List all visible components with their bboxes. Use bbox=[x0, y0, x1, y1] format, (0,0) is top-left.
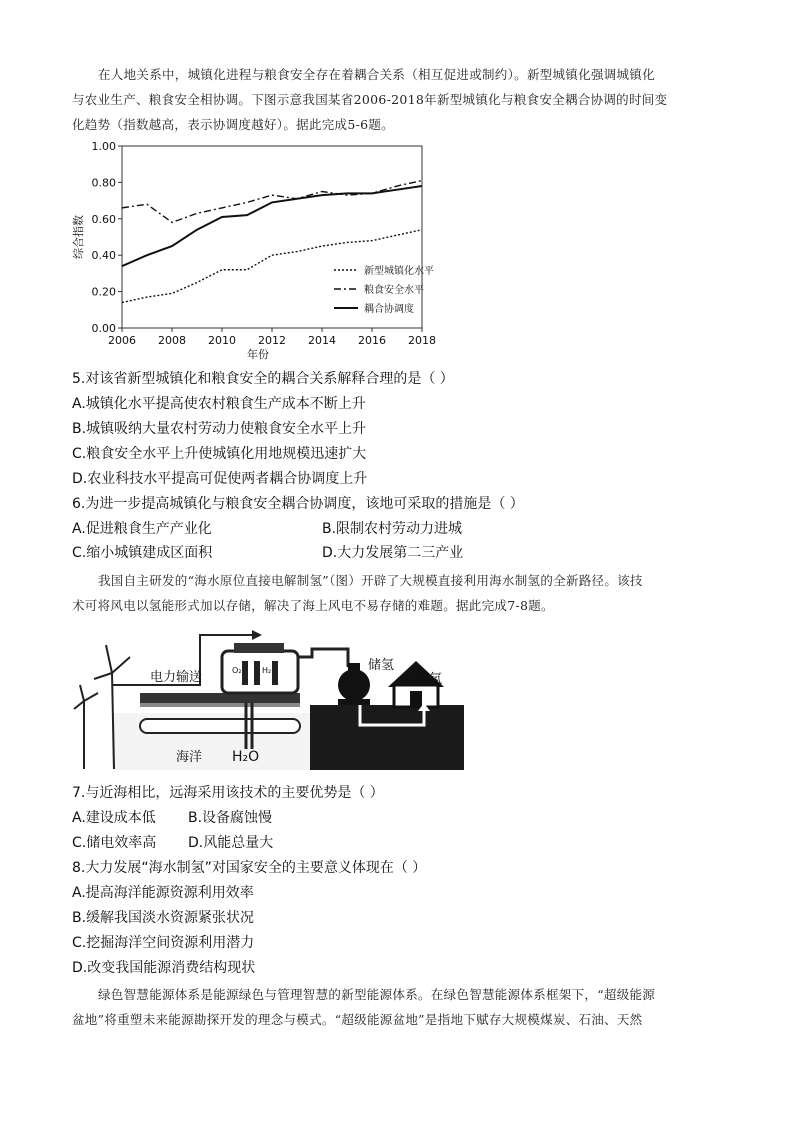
y-axis-label: 综合指数 bbox=[72, 215, 85, 259]
y-tick-label: 1.00 bbox=[91, 140, 116, 153]
legend-label-0: 新型城镇化水平 bbox=[364, 266, 434, 277]
ocean-label: 海洋 bbox=[176, 750, 203, 765]
y-tick-label: 0.60 bbox=[91, 212, 116, 226]
y-tick-label: 0.20 bbox=[91, 285, 116, 299]
q5-option-b[interactable]: B.城镇吸纳大量农村劳动力使粮食安全水平上升 bbox=[72, 421, 367, 437]
plot-frame bbox=[122, 146, 422, 328]
intro-line-1: 在人地关系中，城镇化进程与粮食安全存在着耦合关系（相互促进或制约）。新型城镇化强调城镇化 bbox=[98, 67, 655, 82]
q6-stem: 6.为进一步提高城镇化与粮食安全耦合协调度，该地可采取的措施是（ ） bbox=[72, 496, 524, 512]
q6-option-b[interactable]: B.限制农村劳动力进城 bbox=[322, 521, 463, 537]
x-tick-label: 2018 bbox=[408, 334, 436, 347]
q6-option-a[interactable]: A.促进粮食生产产业化 bbox=[72, 521, 212, 537]
power-label: 电力输送 bbox=[150, 670, 203, 685]
x-axis-label: 年份 bbox=[247, 348, 269, 360]
q7-option-c[interactable]: C.储电效率高 bbox=[72, 835, 157, 851]
use-label: 用氢 bbox=[416, 672, 443, 687]
q5-stem: 5.对该省新型城镇化和粮食安全的耦合关系解释合理的是（ ） bbox=[72, 371, 454, 387]
seabed bbox=[310, 705, 464, 770]
q7-option-b[interactable]: B.设备腐蚀慢 bbox=[188, 810, 273, 826]
pontoon bbox=[140, 719, 300, 733]
q8-stem: 8.大力发展“海水制氢”对国家安全的主要意义体现在（ ） bbox=[72, 860, 427, 876]
q5-option-d[interactable]: D.农业科技水平提高可促使两者耦合协调度上升 bbox=[72, 471, 368, 487]
intro-line-2: 与农业生产、粮食安全相协调。下图示意我国某省2006-2018年新型城镇化与粮食安全耦合协调的时间变 bbox=[72, 92, 668, 107]
y-tick-label: 0.80 bbox=[91, 176, 116, 190]
x-tick-label: 2012 bbox=[258, 334, 286, 347]
q8-option-c[interactable]: C.挖掘海洋空间资源利用潜力 bbox=[72, 935, 255, 951]
h2-label: H₂ bbox=[262, 666, 272, 675]
q6-option-d[interactable]: D.大力发展第二三产业 bbox=[322, 545, 464, 561]
seawater-hydrogen-diagram bbox=[72, 623, 464, 770]
q8-option-b[interactable]: B.缓解我国淡水资源紧张状况 bbox=[72, 910, 255, 926]
q8-option-a[interactable]: A.提高海洋能源资源利用效率 bbox=[72, 885, 254, 901]
storage-label: 储氢 bbox=[368, 658, 395, 673]
x-tick-label: 2010 bbox=[208, 334, 236, 347]
q6-option-c[interactable]: C.缩小城镇建成区面积 bbox=[72, 545, 213, 561]
q7-option-a[interactable]: A.建设成本低 bbox=[72, 810, 156, 826]
intro3-line-1: 绿色智慧能源体系是能源绿色与管理智慧的新型能源体系。在绿色智慧能源体系框架下，“超级能源 bbox=[98, 987, 656, 1002]
y-tick-label: 0.40 bbox=[91, 249, 116, 263]
intro2-line-1: 我国自主研发的“海水原位直接电解制氢”（图）开辟了大规模直接利用海水制氢的全新路径。该技 bbox=[98, 573, 643, 588]
storage-tank bbox=[338, 669, 370, 701]
intro3-line-2: 盆地”将重塑未来能源勘探开发的理念与模式。“超级能源盆地”是指地下赋存大规模煤炭、石油、天然 bbox=[72, 1012, 643, 1027]
q7-option-d[interactable]: D.风能总量大 bbox=[188, 835, 274, 851]
o2-label: O₂ bbox=[232, 666, 242, 675]
x-tick-label: 2008 bbox=[158, 334, 186, 347]
q5-option-a[interactable]: A.城镇化水平提高使农村粮食生产成本不断上升 bbox=[72, 396, 366, 412]
legend-label-1: 粮食安全水平 bbox=[364, 285, 424, 296]
water-label: H₂O bbox=[232, 749, 260, 765]
legend-label-2: 耦合协调度 bbox=[364, 304, 414, 315]
q5-option-c[interactable]: C.粮食安全水平上升使城镇化用地规模迅速扩大 bbox=[72, 446, 367, 462]
series-line-2 bbox=[122, 186, 422, 266]
y-tick-label: 0.00 bbox=[91, 322, 116, 335]
electrolyzer-top bbox=[234, 643, 284, 653]
q8-option-d[interactable]: D.改变我国能源消费结构现状 bbox=[72, 960, 256, 976]
chart-svg bbox=[72, 138, 444, 360]
intro-line-3: 化趋势（指数越高，表示协调度越好）。据此完成5-6题。 bbox=[72, 117, 394, 132]
x-tick-label: 2014 bbox=[308, 334, 336, 347]
x-tick-label: 2006 bbox=[108, 334, 136, 347]
platform-under bbox=[140, 703, 300, 707]
q7-stem: 7.与近海相比，远海采用该技术的主要优势是（ ） bbox=[72, 785, 384, 801]
coupling-line-chart bbox=[72, 138, 444, 360]
diagram-svg bbox=[72, 623, 464, 770]
x-tick-label: 2016 bbox=[358, 334, 386, 347]
intro2-line-2: 术可将风电以氢能形式加以存储，解决了海上风电不易存储的难题。据此完成7-8题。 bbox=[72, 598, 554, 613]
